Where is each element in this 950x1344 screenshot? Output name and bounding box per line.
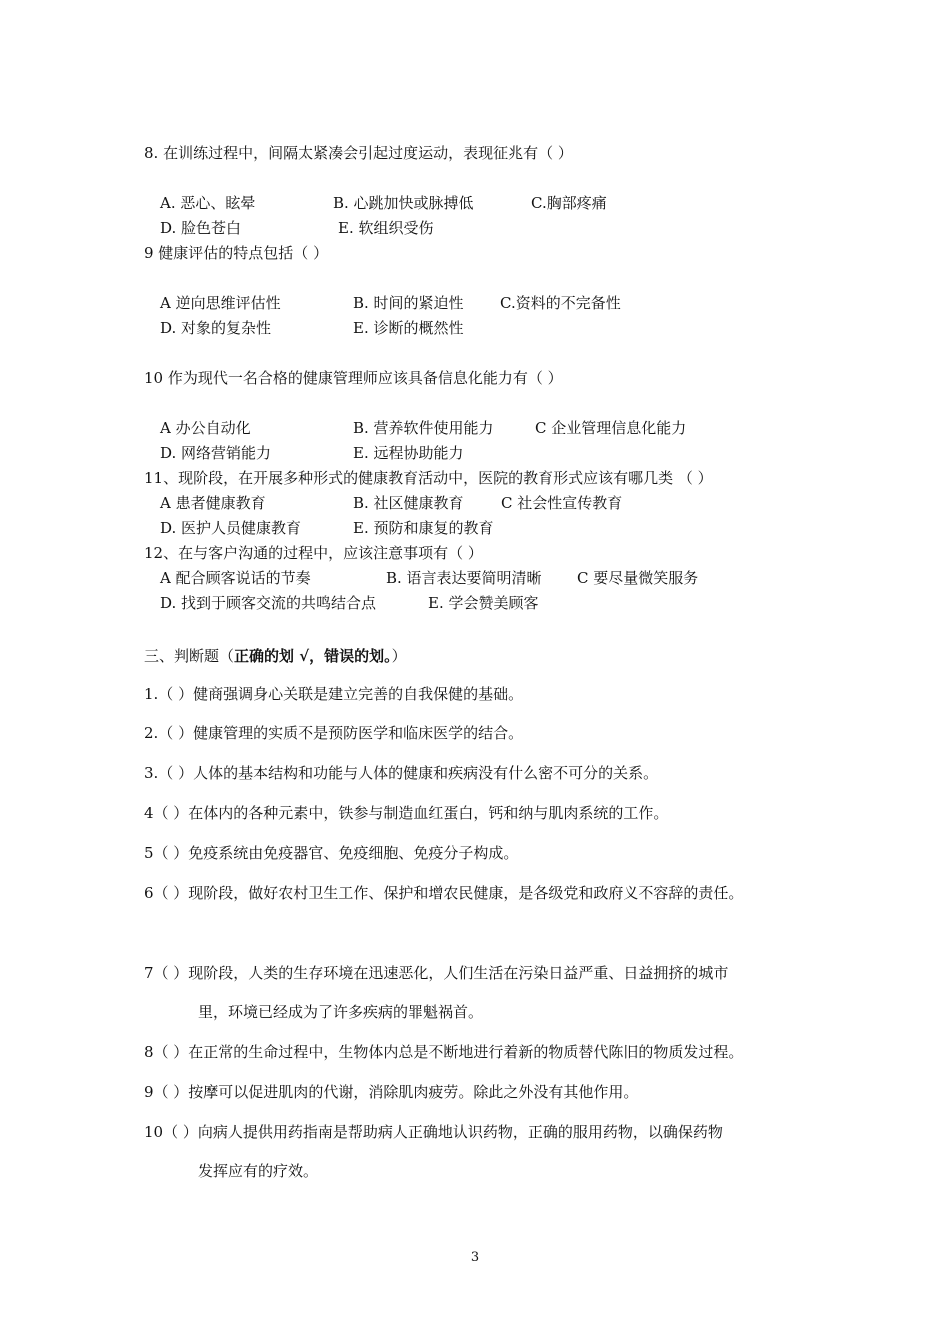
- q11-option-b: B. 社区健康教育: [353, 494, 464, 512]
- q9-option-d: D. 对象的复杂性: [160, 319, 272, 337]
- question-9-stem: 9 健康评估的特点包括（ ）: [144, 244, 329, 262]
- tf-item-5: 5（ ）免疫系统由免疫器官、免疫细胞、免疫分子构成。: [144, 844, 519, 862]
- tf-item-9: 9（ ）按摩可以促进肌肉的代谢，消除肌肉疲劳。除此之外没有其他作用。: [144, 1083, 639, 1101]
- q10-option-a: A 办公自动化: [160, 419, 251, 437]
- q12-option-b: B. 语言表达要简明清晰: [386, 569, 542, 587]
- tf-item-7-line1: 7（ ）现阶段，人类的生存环境在迅速恶化，人们生活在污染日益严重、日益拥挤的城市: [144, 964, 729, 982]
- q8-option-c: C.胸部疼痛: [531, 194, 607, 212]
- tf-item-4: 4（ ）在体内的各种元素中，铁参与制造血红蛋白，钙和纳与肌肉系统的工作。: [144, 804, 669, 822]
- question-11-stem: 11、现阶段，在开展多种形式的健康教育活动中，医院的教育形式应该有哪几类 （ ）: [144, 469, 713, 487]
- section-heading-suffix: ）: [391, 647, 407, 665]
- question-8-stem: 8. 在训练过程中，间隔太紧凑会引起过度运动，表现征兆有（ ）: [144, 144, 573, 162]
- q11-option-c: C 社会性宣传教育: [501, 494, 623, 512]
- section-heading-prefix: 三、判断题（: [144, 647, 235, 665]
- tf-item-1: 1.（ ）健商强调身心关联是建立完善的自我保健的基础。: [144, 685, 524, 703]
- q12-option-a: A 配合顾客说话的节奏: [160, 569, 311, 587]
- section-heading-judgement: [144, 646, 407, 666]
- q11-option-d: D. 医护人员健康教育: [160, 519, 302, 537]
- q10-option-c: C 企业管理信息化能力: [535, 419, 687, 437]
- q12-option-c: C 要尽量微笑服务: [577, 569, 699, 587]
- tf-item-3: 3.（ ）人体的基本结构和功能与人体的健康和疾病没有什么密不可分的关系。: [144, 764, 659, 782]
- q8-option-d: D. 脸色苍白: [160, 219, 242, 237]
- question-10-stem: 10 作为现代一名合格的健康管理师应该具备信息化能力有（ ）: [144, 369, 563, 387]
- tf-item-8: 8（ ）在正常的生命过程中，生物体内总是不断地进行着新的物质替代陈旧的物质发过程。: [144, 1043, 744, 1061]
- q8-option-a: A. 恶心、眩晕: [160, 194, 256, 212]
- q9-option-e: E. 诊断的概然性: [353, 319, 464, 337]
- q11-option-e: E. 预防和康复的教育: [353, 519, 494, 537]
- tf-item-7-line2: 里，环境已经成为了许多疾病的罪魁祸首。: [198, 1003, 484, 1021]
- q10-option-d: D. 网络营销能力: [160, 444, 272, 462]
- q11-option-a: A 患者健康教育: [160, 494, 266, 512]
- q10-option-e: E. 远程协助能力: [353, 444, 464, 462]
- q12-option-e: E. 学会赞美顾客: [428, 594, 539, 612]
- page-number: 3: [470, 1250, 480, 1265]
- question-12-stem: 12、在与客户沟通的过程中，应该注意事项有（ ）: [144, 544, 483, 562]
- tf-item-6: 6（ ）现阶段，做好农村卫生工作、保护和增农民健康，是各级党和政府义不容辞的责任。: [144, 884, 744, 902]
- tf-item-2: 2.（ ）健康管理的实质不是预防医学和临床医学的结合。: [144, 724, 524, 742]
- q12-option-d: D. 找到于顾客交流的共鸣结合点: [160, 594, 377, 612]
- q9-option-c: C.资料的不完备性: [500, 294, 621, 312]
- tf-item-10-line2: 发挥应有的疗效。: [198, 1162, 319, 1180]
- tf-item-10-line1: 10（ ）向病人提供用药指南是帮助病人正确地认识药物，正确的服用药物，以确保药物: [144, 1123, 723, 1141]
- q8-option-b: B. 心跳加快或脉搏低: [333, 194, 474, 212]
- q10-option-b: B. 营养软件使用能力: [353, 419, 494, 437]
- q8-option-e: E. 软组织受伤: [338, 219, 434, 237]
- section-heading-instruction: 正确的划 √，错误的划。: [234, 647, 392, 665]
- q9-option-b: B. 时间的紧迫性: [353, 294, 464, 312]
- q9-option-a: A 逆向思维评估性: [160, 294, 281, 312]
